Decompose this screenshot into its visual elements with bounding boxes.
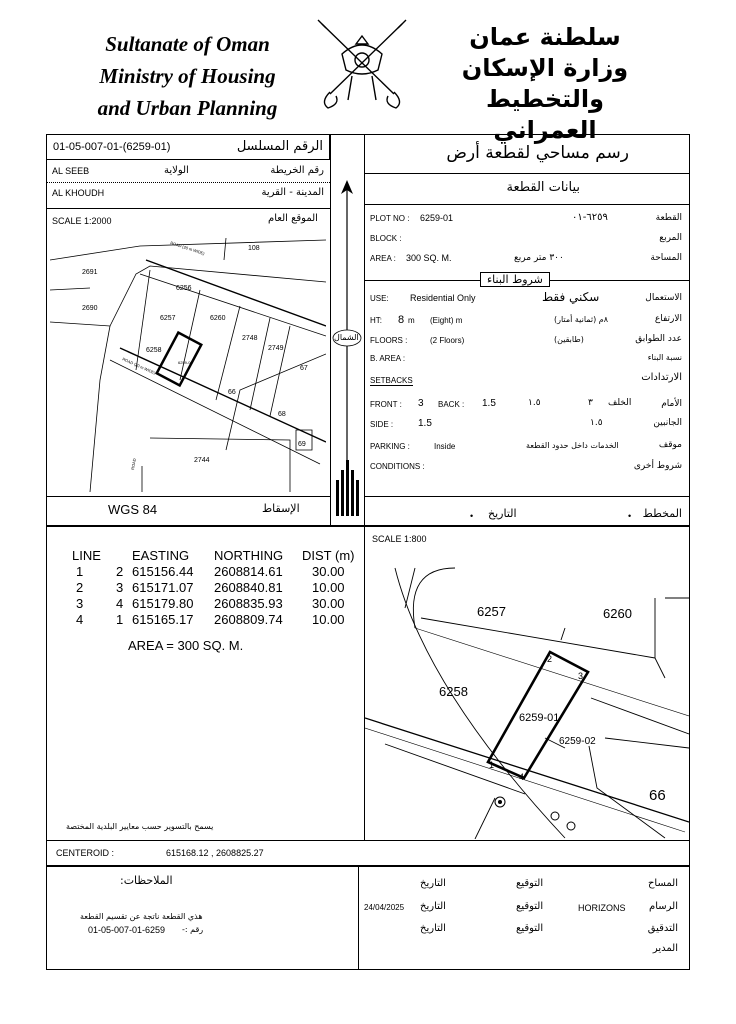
site-label-69: 69 xyxy=(298,441,306,448)
arabic-line-3: والتخطيط العمراني xyxy=(485,85,605,144)
english-line-2: Ministry of Housing xyxy=(99,64,276,88)
detail-6258: 6258 xyxy=(439,684,468,699)
detail-6260: 6260 xyxy=(603,606,632,621)
projection-label: الإسقاط xyxy=(262,502,300,515)
drafter-name: HORIZONS xyxy=(578,903,626,913)
projection-value: WGS 84 xyxy=(108,502,158,517)
back-label: BACK : xyxy=(438,400,465,409)
date-1: التاريخ xyxy=(420,878,446,889)
floors-arabic: (طابقين) xyxy=(554,335,584,344)
plot-no-arabic: ٦٢٥٩-٠١ xyxy=(572,212,608,223)
notes-title: الملاحظات: xyxy=(120,874,173,887)
drafter-label: الرسام xyxy=(649,901,678,912)
site-scale: SCALE 1:2000 xyxy=(52,216,112,226)
arabic-line-1: سلطنة عمان xyxy=(469,23,621,51)
back-arabic: ١.٥ xyxy=(528,398,541,408)
planner-label: المخطط xyxy=(642,507,682,520)
checker-label: التدقيق xyxy=(647,923,678,934)
use-arabic-label: الاستعمال xyxy=(645,293,682,303)
plot-no-arabic-label: القطعة xyxy=(655,213,682,223)
use-value: Residential Only xyxy=(410,293,476,303)
northing: 2608835.93 xyxy=(214,596,283,611)
site-road-label-3: ROAD xyxy=(130,457,137,471)
building-conditions-title: شروط البناء xyxy=(480,272,550,287)
site-label-2690: 2690 xyxy=(82,305,98,312)
table-row xyxy=(72,596,360,612)
block-label: BLOCK : xyxy=(370,234,402,243)
block-arabic-label: المربع xyxy=(659,233,682,243)
date-2: التاريخ xyxy=(420,901,446,912)
detail-6259-02: 6259-02 xyxy=(559,736,596,747)
from-point: 3 xyxy=(76,596,84,611)
coords-header-line: LINE xyxy=(72,548,101,563)
plot-data-title-row xyxy=(364,174,690,204)
use-label: USE: xyxy=(370,294,389,303)
height-note: (Eight) m xyxy=(430,316,463,325)
height-label: HT: xyxy=(370,316,382,325)
conditions-arabic-label: شروط أخرى xyxy=(633,461,682,471)
table-row xyxy=(72,580,360,596)
village-value: AL KHOUDH xyxy=(52,188,105,198)
front-arabic-label: الأمام xyxy=(661,399,682,409)
detail-66: 66 xyxy=(649,787,666,804)
north-label: الشمال xyxy=(334,333,359,342)
drafter-date: 24/04/2025 xyxy=(364,903,405,912)
map-number-label: رقم الخريطة xyxy=(270,165,324,176)
coordinates-table xyxy=(72,548,360,628)
easting: 615179.80 xyxy=(132,596,194,611)
front-value: 3 xyxy=(418,398,424,409)
english-line-3: and Urban Planning xyxy=(97,96,278,120)
serial-label: الرقم المسلسل xyxy=(236,139,323,154)
coords-header-northing: NORTHING xyxy=(214,548,284,563)
setbacks-label: SETBACKS xyxy=(370,376,413,385)
general-site-label: الموقع العام xyxy=(268,213,318,224)
permit-note: يسمح بالتسوير حسب معايير البلدية المختصة xyxy=(66,822,214,831)
ministry-name-arabic xyxy=(450,22,640,146)
plot-detail-map xyxy=(365,548,689,839)
arabic-line-2: وزارة الإسكان xyxy=(461,54,629,82)
height-unit: m xyxy=(408,316,415,325)
floors-value: (2 Floors) xyxy=(430,336,465,345)
northing: 2608840.81 xyxy=(214,580,283,595)
coords-header-row xyxy=(72,548,360,564)
notes-line: هذي القطعة ناتجة عن تقسيم القطعة xyxy=(80,912,203,921)
site-label-6257: 6257 xyxy=(160,315,176,322)
site-label-108: 108 xyxy=(248,245,260,252)
survey-title-box xyxy=(364,134,690,174)
table-row xyxy=(72,612,360,628)
site-road-label-1: ROAD (20 m WIDE) xyxy=(169,240,206,257)
survey-title: رسم مساحي لقطعة أرض xyxy=(446,143,629,163)
northing: 2608814.61 xyxy=(214,564,283,579)
signature-2: التوقيع xyxy=(516,901,544,912)
total-area: AREA = 300 SQ. M. xyxy=(128,638,244,653)
to-point: 4 xyxy=(116,596,124,611)
parking-label: PARKING : xyxy=(370,442,410,451)
wilayat-value: AL SEEB xyxy=(52,166,90,176)
floors-arabic-label: عدد الطوابق xyxy=(635,334,682,344)
to-point: 3 xyxy=(116,580,124,595)
coords-header-dist: DIST (m) xyxy=(302,548,355,563)
to-point: 1 xyxy=(116,612,124,627)
dot-planner: • xyxy=(628,511,632,521)
scale-detail: SCALE 1:800 xyxy=(372,534,427,544)
director-label: المدير xyxy=(652,943,678,954)
easting: 615171.07 xyxy=(132,580,194,595)
front-arabic: ٣ xyxy=(588,398,593,408)
height-arabic: ٨م (ثمانية أمتار) xyxy=(554,315,609,324)
use-arabic: سكني فقط xyxy=(542,290,600,304)
plot-no-label: PLOT NO : xyxy=(370,214,410,223)
village-label: المدينة - القرية xyxy=(261,187,324,198)
site-label-2744: 2744 xyxy=(194,457,210,464)
signature-block xyxy=(358,870,690,970)
signature-3: التوقيع xyxy=(516,923,544,934)
notes-number: 01-05-007-01-6259 xyxy=(88,925,166,935)
coords-header-easting: EASTING xyxy=(132,548,190,563)
area-value: 300 SQ. M. xyxy=(406,253,452,263)
area-arabic-label: المساحة xyxy=(650,253,682,263)
floors-label: FLOORS : xyxy=(370,336,408,345)
side-arabic-label: الجانبين xyxy=(653,418,682,428)
height-arabic-label: الارتفاع xyxy=(654,314,682,324)
site-label-67: 67 xyxy=(300,365,308,372)
back-value: 1.5 xyxy=(482,398,496,409)
site-label-2748: 2748 xyxy=(242,335,258,342)
side-label: SIDE : xyxy=(370,420,394,429)
distance: 30.00 xyxy=(312,564,345,579)
signature-1: التوقيع xyxy=(516,878,544,889)
from-point: 1 xyxy=(76,564,84,579)
corner-4: 4 xyxy=(519,772,525,782)
to-point: 2 xyxy=(116,564,124,579)
coords-header-blank xyxy=(116,548,132,564)
plot-details xyxy=(364,204,690,520)
parking-arabic: الخدمات داخل حدود القطعة xyxy=(526,441,619,450)
centroid-value: 615168.12 , 2608825.27 xyxy=(166,848,264,858)
centroid-label: CENTEROID : xyxy=(56,848,115,858)
wilayat-label: الولاية xyxy=(164,165,189,176)
height-value: 8 xyxy=(398,314,405,326)
parking-value: Inside xyxy=(434,442,456,451)
site-label-6258: 6258 xyxy=(146,347,162,354)
back-arabic-label: الخلف xyxy=(608,398,632,408)
detail-6257: 6257 xyxy=(477,604,506,619)
parking-arabic-label: موقف xyxy=(658,440,682,450)
distance: 10.00 xyxy=(312,580,345,595)
setbacks-arabic: الارتدادات xyxy=(641,372,682,383)
oman-emblem-logo xyxy=(312,16,412,112)
corner-2: 2 xyxy=(547,654,553,664)
site-label-2749: 2749 xyxy=(268,345,284,352)
from-point: 4 xyxy=(76,612,84,627)
site-label-66: 66 xyxy=(228,389,236,396)
easting: 615156.44 xyxy=(132,564,194,579)
site-label-68: 68 xyxy=(278,411,286,418)
serial-box xyxy=(46,134,330,160)
conditions-label: CONDITIONS : xyxy=(370,462,425,471)
side-value: 1.5 xyxy=(418,418,432,429)
table-row xyxy=(72,564,360,580)
date-label: التاريخ xyxy=(488,507,517,520)
site-location-map xyxy=(50,230,326,492)
front-label: FRONT : xyxy=(370,400,402,409)
plot-no-value: 6259-01 xyxy=(420,213,454,223)
surveyor-label: المساح xyxy=(647,878,678,889)
ministry-name-english xyxy=(60,28,315,124)
site-label-2691: 2691 xyxy=(82,269,98,276)
corner-1: 1 xyxy=(489,760,495,770)
serial-number: 01-05-007-01-(6259-01) xyxy=(53,141,171,153)
northing: 2608809.74 xyxy=(214,612,283,627)
area-label: AREA : xyxy=(370,254,396,263)
site-label-6260: 6260 xyxy=(210,315,226,322)
building-area-label: B. AREA : xyxy=(370,354,406,363)
dot-date: • xyxy=(470,511,474,521)
side-arabic: ١.٥ xyxy=(590,418,603,428)
site-label-6256: 6256 xyxy=(176,285,192,292)
distance: 30.00 xyxy=(312,596,345,611)
easting: 615165.17 xyxy=(132,612,194,627)
date-3: التاريخ xyxy=(420,923,446,934)
north-arrow-icon xyxy=(331,170,364,520)
area-arabic: ٣٠٠ متر مربع xyxy=(514,253,564,263)
from-point: 2 xyxy=(76,580,84,595)
notes-number-label: رقم :- xyxy=(182,925,204,934)
distance: 10.00 xyxy=(312,612,345,627)
english-line-1: Sultanate of Oman xyxy=(105,32,270,56)
building-area-arabic-label: نسبة البناء xyxy=(647,353,682,362)
plot-data-title: بيانات القطعة xyxy=(506,180,580,195)
site-road-label-2: ROAD (20 m WIDE) xyxy=(121,356,157,376)
corner-3: 3 xyxy=(578,671,584,681)
detail-6259-01: 6259-01 xyxy=(519,712,560,724)
site-label-6259-01: 6259-01 xyxy=(178,360,193,365)
location-rows xyxy=(46,160,330,208)
